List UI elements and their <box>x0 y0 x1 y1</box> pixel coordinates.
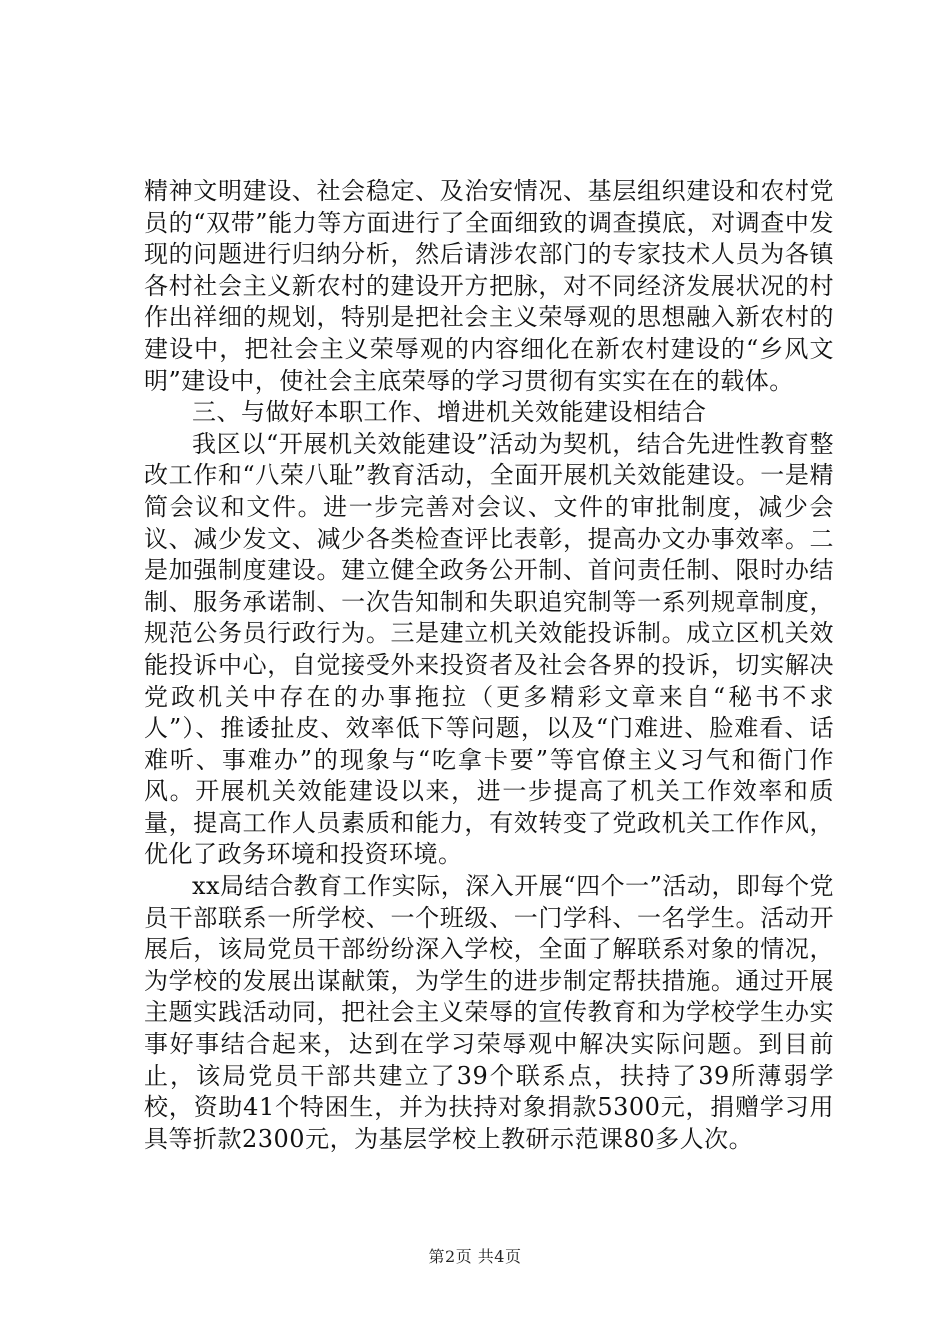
document-body <box>144 176 834 1155</box>
paragraph-efficiency-building: 我区以“开展机关效能建设”活动为契机，结合先进性教育整改工作和“八荣八耻”教育活动，全面开展机关效能建设。一是精简会议和文件。进一步完善对会议、文件的审批制度，减少会议、减少发文、减少各类检查评比表彰，提高办文办事效率。二是加强制度建设。建立健全政务公开制、首问责任制、限时办结制、服务承诺制、一次告知制和失职追究制等一系列规章制度，规范公务员行政行为。三是建立机关效能投诉制。成立区机关效能投诉中心，自觉接受外来投资者及社会各界的投诉，切实解决党政机关中存在的办事拖拉（更多精彩文章来自“秘书不求人”）、推诿扯皮、效率低下等问题，以及“门难进、脸难看、话难听、事难办”的现象与“吃拿卡要”等官僚主义习气和衙门作风。开展机关效能建设以来，进一步提高了机关工作效率和质量，提高工作人员素质和能力，有效转变了党政机关工作作风，优化了政务环境和投资环境。 <box>144 429 834 869</box>
paragraph-four-ones-activity: xx局结合教育工作实际，深入开展“四个一”活动，即每个党员干部联系一所学校、一个班级、一门学科、一名学生。活动开展后，该局党员干部纷纷深入学校，全面了解联系对象的情况，为学校的发展出谋献策，为学生的进步制定帮扶措施。通过开展主题实践活动同，把社会主义荣辱的宣传教育和为学校学生办实事好事结合起来，达到在学习荣辱观中解决实际问题。到目前止，该局党员干部共建立了39个联系点，扶持了39所薄弱学校，资助41个特困生，并为扶持对象捐款5300元，捐赠学习用具等折款2300元，为基层学校上教研示范课80多人次。 <box>144 872 834 1153</box>
page-footer: 第2页 共4页 <box>428 1247 522 1266</box>
section-heading-efficiency: 三、与做好本职工作、增进机关效能建设相结合 <box>192 398 707 427</box>
paragraph-rural-survey: 精神文明建设、社会稳定、及治安情况、基层组织建设和农村党员的“双带”能力等方面进行了全面细致的调查摸底，对调查中发现的问题进行归纳分析，然后请涉农部门的专家技术人员为各镇各村社会主义新农村的建设开方把脉，对不同经济发展状况的村作出祥细的规划，特别是把社会主义荣辱观的思想融入新农村的建设中，把社会主义荣辱观的内容细化在新农村建设的“乡风文明”建设中，使社会主底荣辱的学习贯彻有实实在在的载体。 <box>144 177 834 395</box>
